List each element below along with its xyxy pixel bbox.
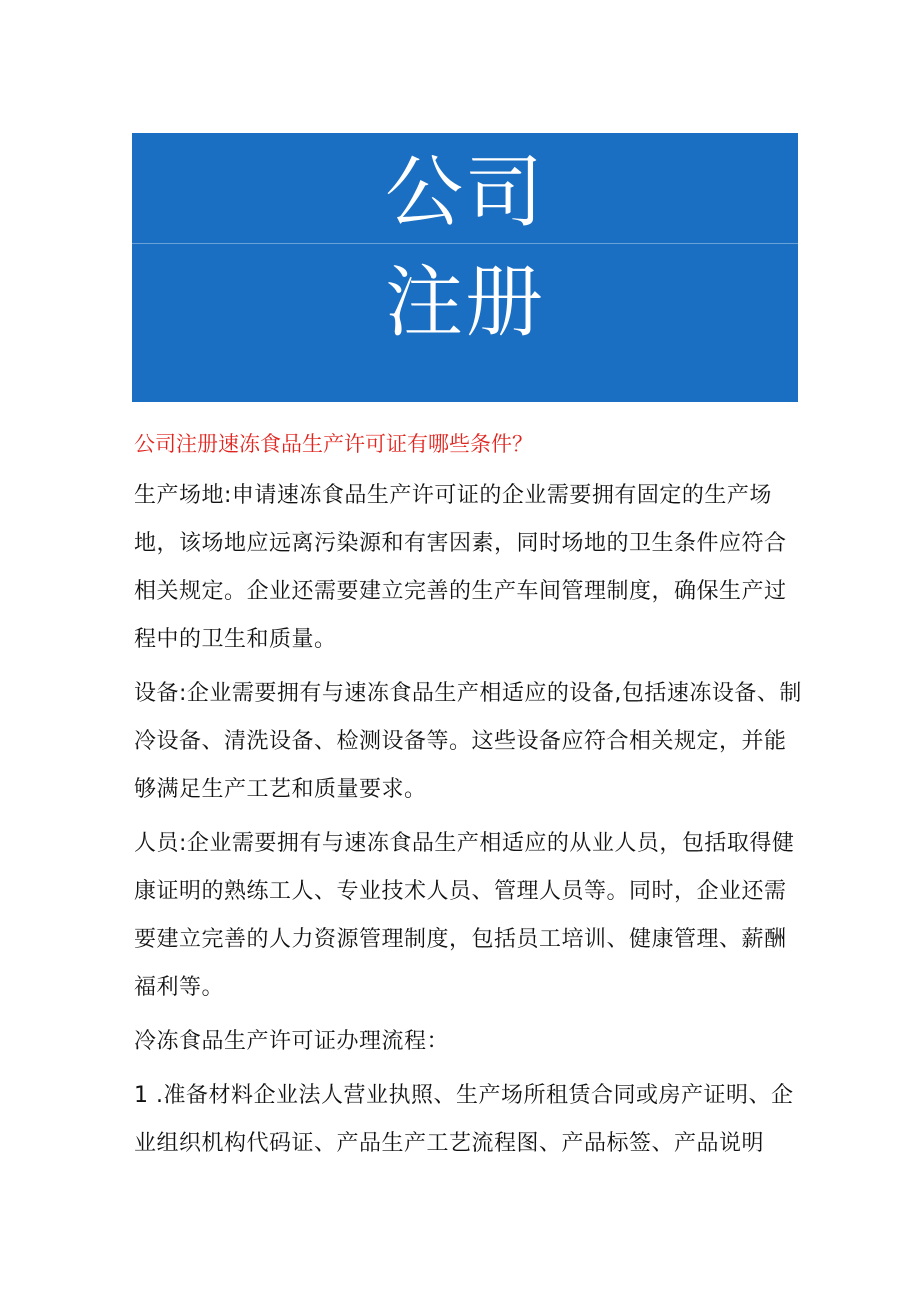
paragraph-equipment: 设备:企业需要拥有与速冻食品生产相适应的设备,包括速冻设备、制冷设备、清洗设备、检测设备等。这些设备应符合相关规定，并能够满足生产工艺和质量要求。 [134, 681, 802, 802]
paragraph-step-1: 1 .准备材料企业法人营业执照、生产场所租赁合同或房产证明、企业组织机构代码证、产品生产工艺流程图、产品标签、产品说明 [134, 1083, 794, 1156]
banner-title-line1: 公司 [384, 148, 545, 238]
banner-title-line2: 注册 [384, 258, 545, 348]
paragraph-process-title: 冷冻食品生产许可证办理流程： [134, 1029, 450, 1054]
banner-divider [132, 243, 798, 244]
section-heading: 公司注册速冻食品生产许可证有哪些条件？ [134, 432, 533, 456]
paragraph-site: 生产场地:申请速冻食品生产许可证的企业需要拥有固定的生产场地，该场地应远离污染源和有害因素，同时场地的卫生条件应符合相关规定。企业还需要建立完善的生产车间管理制度，确保生产过程中的卫生和质量。 [134, 483, 787, 652]
paragraph-personnel: 人员:企业需要拥有与速冻食品生产相适应的从业人员，包括取得健康证明的熟练工人、专业技术人员、管理人员等。同时，企业还需要建立完善的人力资源管理制度，包括员工培训、健康管理、薪酬福利等。 [134, 831, 795, 1000]
document-body [134, 424, 802, 1174]
